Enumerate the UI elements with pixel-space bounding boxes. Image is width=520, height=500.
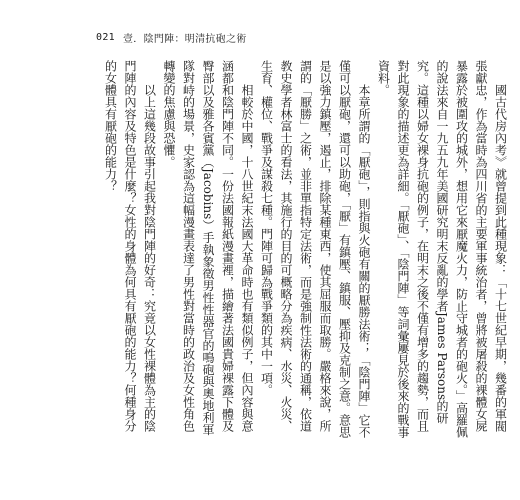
paragraph-3: 相較於中國，十八世紀末法國大革命時也有類似例子，但內容與意涵都和陰門陣不同。一份法國報紙漫畫裡，描繪著法國貴婦裸露下體及臀部以及雅各賓黨（Jacobins）手執象徵男性性器官的鳴砲與奧地利軍隊對峙的場景，史家認為這幅漫畫表達了男性對當時的政治及女性角色轉變的焦慮與恐懼。 <box>162 60 254 436</box>
running-header <box>96 28 247 46</box>
paragraph-2: 本章所謂的「厭砲」，則指與火砲有關的厭勝法術；「陰門陣」它不僅可以厭砲，還可以助砲，「厭」有鎮壓、鎮服、壓抑及克制之意。意思是以強力鎮壓，遏止，排除某種東西，使其屈服而取勝。嚴格來說，所謂的「厭勝」之術，並非單指特定法術，而是強制性法術的通稱，依道教史學者林富士的看法，其施行的目的可概略分為疾病、水災、火災、生育、權位、戰爭及謀殺七種。門陣可歸為戰爭類的其中一項。 <box>259 60 371 438</box>
paragraph-4: 以上這幾段故事引起我對陰門陣的好奇：究竟以女性裸體為主的陰門陣的內容及特色是什麼？女性的身體為何具有厭砲的能力？何種身分的女體具有厭砲的能力？ <box>103 60 157 432</box>
paragraph-1: 國古代房內考》就曾提到此種現象：「十七世紀早期，幾番的軍閥張獻忠，作為當時為四川省的主要軍事統治者，曾將被屠殺的裸體女屍暴露於被圍攻的城外，想用它來厭魔火力，防止守城者的砲火。」高羅佩的說法來自一九五九年美國研究明末反亂的學者James Parsons的研究。這種以婦女裸身抗砲的例子，在明末之後不僅有增多的趨勢，而且對此現象的描述更為詳細。「厭砲」、「陰門陣」等詞彙屢見於後來的戰事資料。 <box>376 60 508 438</box>
running-head-title: 壹．陰門陣：明清抗砲之術 <box>122 33 247 45</box>
body-text-block <box>100 60 508 438</box>
vertical-text-column <box>100 60 510 438</box>
page-number: 021 <box>96 31 115 43</box>
